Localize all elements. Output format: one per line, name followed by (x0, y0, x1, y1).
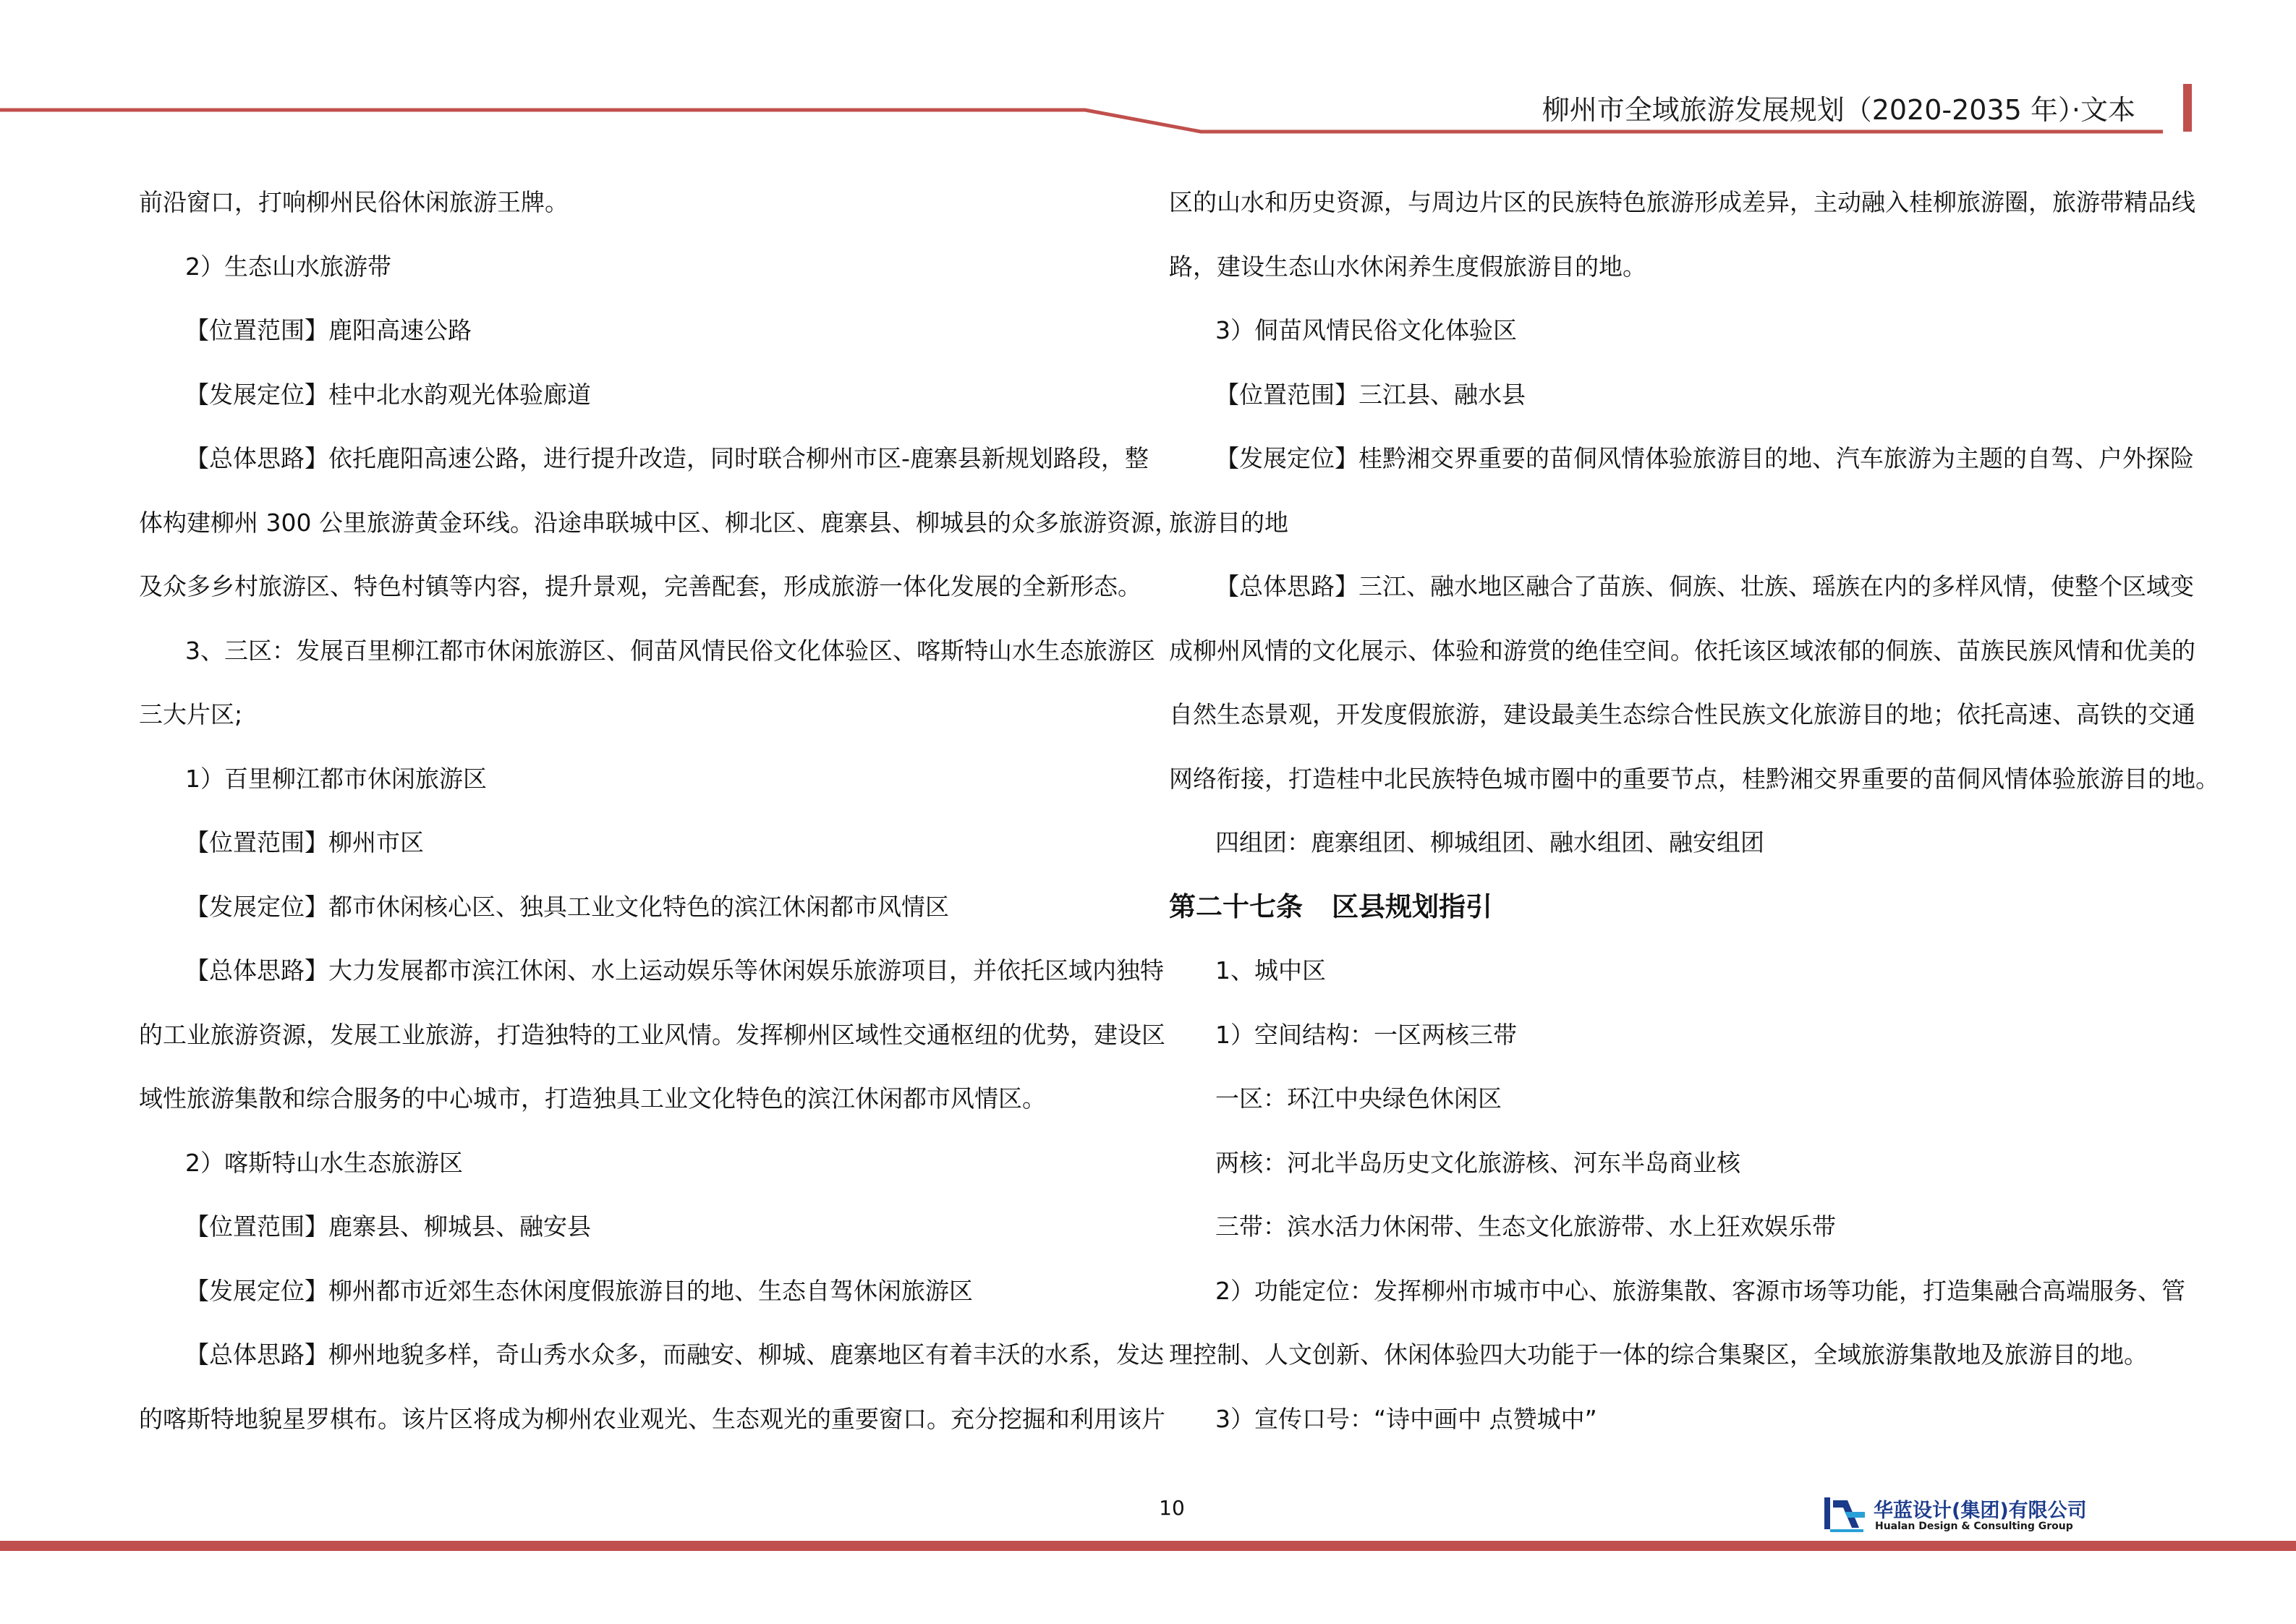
paragraph-line: 【总体思路】三江、融水地区融合了苗族、侗族、壮族、瑶族在内的多样风情，使整个区域变 (1215, 572, 2194, 600)
paragraph-line: 【总体思路】依托鹿阳高速公路，进行提升改造，同时联合柳州市区-鹿寨县新规划路段，整 (185, 444, 1149, 472)
paragraph-line: 路，建设生态山水休闲养生度假旅游目的地。 (1169, 252, 1646, 281)
footer-rule (0, 1541, 2296, 1551)
subsection-title: 2）喀斯特山水生态旅游区 (185, 1148, 463, 1177)
paragraph-line: 旅游目的地 (1169, 508, 1288, 537)
paragraph-line: 的工业旅游资源，发展工业旅游，打造独特的工业风情。发挥柳州区域性交通枢纽的优势，建设区 (139, 1020, 1165, 1049)
subsection-title: 2）生态山水旅游带 (185, 252, 391, 281)
paragraph-line: 理控制、人文创新、休闲体验四大功能于一体的综合集聚区，全域旅游集散地及旅游目的地。 (1169, 1340, 2148, 1369)
company-logo (1823, 1496, 2105, 1534)
subsection-title: 1）百里柳江都市休闲旅游区 (185, 764, 487, 793)
paragraph-line: 的喀斯特地貌星罗棋布。该片区将成为柳州农业观光、生态观光的重要窗口。充分挖掘和利用该片 (139, 1404, 1165, 1433)
header-accent-bar (2183, 84, 2192, 132)
document-title: 柳州市全域旅游发展规划（2020-2035 年）·文本 (1542, 94, 2135, 126)
paragraph-line: 【发展定位】柳州都市近郊生态休闲度假旅游目的地、生态自驾休闲旅游区 (185, 1276, 973, 1305)
page-number: 10 (1159, 1496, 1185, 1520)
paragraph-line: 【发展定位】桂中北水韵观光体验廊道 (185, 380, 591, 409)
paragraph-line: 1）空间结构：一区两核三带 (1215, 1020, 1517, 1049)
paragraph-line: 三带：滨水活力休闲带、生态文化旅游带、水上狂欢娱乐带 (1215, 1212, 1836, 1241)
paragraph-line: 及众多乡村旅游区、特色村镇等内容，提升景观，完善配套，形成旅游一体化发展的全新形态。 (139, 572, 1141, 600)
paragraph-line: 区的山水和历史资源，与周边片区的民族特色旅游形成差异，主动融入桂柳旅游圈，旅游带精品线 (1169, 188, 2195, 216)
paragraph-line: 【位置范围】鹿寨县、柳城县、融安县 (185, 1212, 591, 1241)
paragraph-line: 【位置范围】鹿阳高速公路 (185, 316, 472, 344)
paragraph-line: 两核：河北半岛历史文化旅游核、河东半岛商业核 (1215, 1148, 1740, 1177)
paragraph-line: 前沿窗口，打响柳州民俗休闲旅游王牌。 (139, 188, 569, 216)
paragraph-line: 【总体思路】大力发展都市滨江休闲、水上运动娱乐等休闲娱乐旅游项目，并依托区域内独特 (185, 956, 1164, 985)
subsection-title: 3）侗苗风情民俗文化体验区 (1215, 316, 1517, 344)
paragraph-line: 3、三区：发展百里柳江都市休闲旅游区、侗苗风情民俗文化体验区、喀斯特山水生态旅游区 (185, 636, 1155, 665)
company-name-en: Hualan Design & Consulting Group (1875, 1521, 2073, 1532)
company-name-cn: 华蓝设计(集团)有限公司 (1874, 1500, 2087, 1522)
paragraph-line: 【发展定位】桂黔湘交界重要的苗侗风情体验旅游目的地、汽车旅游为主题的自驾、户外探险 (1215, 444, 2194, 472)
hualan-logo-icon (1823, 1496, 1866, 1534)
paragraph-line: 四组团：鹿寨组团、柳城组团、融水组团、融安组团 (1215, 828, 1764, 856)
paragraph-line: 体构建柳州 300 公里旅游黄金环线。沿途串联城中区、柳北区、鹿寨县、柳城县的众多旅游资源， (139, 508, 1178, 537)
paragraph-line: 【位置范围】三江县、融水县 (1215, 380, 1526, 409)
paragraph-line: 域性旅游集散和综合服务的中心城市，打造独具工业文化特色的滨江休闲都市风情区。 (139, 1084, 1046, 1113)
paragraph-line: 成柳州风情的文化展示、体验和游赏的绝佳空间。依托该区域浓郁的侗族、苗族民族风情和优美的 (1169, 636, 2195, 665)
article-title: 区县规划指引 (1332, 890, 1492, 922)
paragraph-line: 自然生态景观，开发度假旅游，建设最美生态综合性民族文化旅游目的地；依托高速、高铁的交通 (1169, 700, 2195, 728)
paragraph-line: 【总体思路】柳州地貌多样，奇山秀水众多，而融安、柳城、鹿寨地区有着丰沃的水系，发达 (185, 1340, 1164, 1369)
paragraph-line: 三大片区; (139, 700, 243, 728)
article-heading (1169, 875, 2159, 940)
paragraph-line: 3）宣传口号：“诗中画中 点赞城中” (1215, 1404, 1597, 1433)
article-number: 第二十七条 (1169, 890, 1303, 922)
paragraph-line: 2）功能定位：发挥柳州市城市中心、旅游集散、客源市场等功能，打造集融合高端服务、管 (1215, 1276, 2185, 1305)
left-column (139, 171, 1178, 1451)
paragraph-line: 【发展定位】都市休闲核心区、独具工业文化特色的滨江休闲都市风情区 (185, 892, 949, 921)
right-column (1169, 171, 2219, 1451)
section-title: 1、城中区 (1215, 956, 1326, 985)
paragraph-line: 一区：环江中央绿色休闲区 (1215, 1084, 1502, 1113)
paragraph-line: 【位置范围】柳州市区 (185, 828, 424, 856)
paragraph-line: 网络衔接，打造桂中北民族特色城市圈中的重要节点，桂黔湘交界重要的苗侗风情体验旅游目的地。 (1169, 764, 2219, 793)
